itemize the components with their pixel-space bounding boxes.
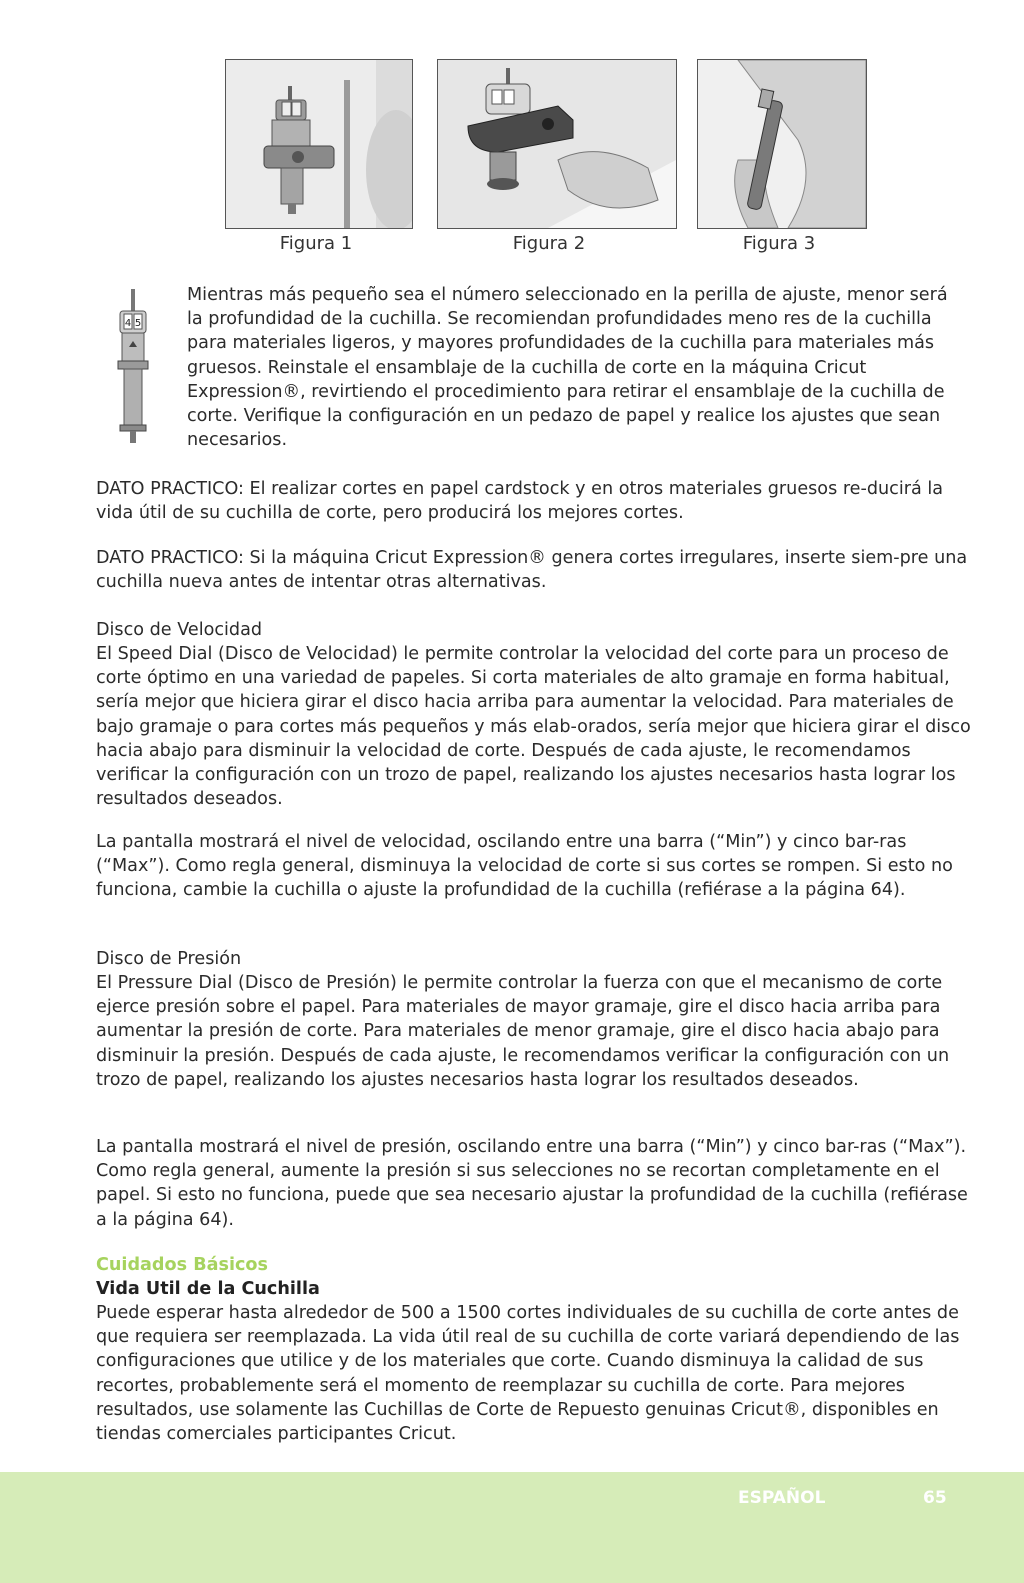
footer-band (0, 1472, 1024, 1583)
blade-life-heading: Vida Util de la Cuchilla (96, 1279, 320, 1299)
speed-dial-paragraph: El Speed Dial (Disco de Velocidad) le permite controlar la velocidad del corte para un proceso de corte óptimo en una variedad de papeles. Si corta materiales de alto gramaje en forma habitual, sería mejor que hiciera girar el disco hacia arriba para aumentar la velocidad. Para materiales de bajo gramaje o para cortes más pequeños y más elab-orados, sería mejor que hiciera girar el disco hacia abajo para disminuir la velocidad de corte. Después de cada ajuste, le recomendamos verificar la configuración con un trozo de papel, realizando los ajustes necesarios hasta lograr los resultados deseados. (96, 644, 971, 810)
speed-display-paragraph: La pantalla mostrará el nivel de velocidad, oscilando entre una barra (“Min”) y cinco bar-ras (“Max”). Como regla general, disminuya la velocidad de corte si sus cortes se rompen. Si esto no funciona, cambie la cuchilla o ajuste la profundidad de la cuchilla (refiérase a la página 64). (96, 832, 953, 901)
figure-1-caption: Figura 1 (279, 233, 353, 254)
basic-care-heading: Cuidados Básicos (96, 1255, 268, 1275)
blade-life-paragraph: Puede esperar hasta alrededor de 500 a 1500 cortes individuales de su cuchilla de corte antes de que requiera ser reemplazada. La vida útil real de su cuchilla de corte variará dependiendo de las configuraciones que utilice y de los materiales que corte. Cuando disminuya la calidad de sus recortes, probablemente será el momento de reemplazar su cuchilla de corte. Para mejores resultados, use solamente las Cuchillas de Corte de Repuesto genuinas Cricut®, disponibles en tiendas comerciales participantes Cricut. (96, 1303, 960, 1445)
figure-2-image (437, 59, 677, 229)
figure-1-image (225, 59, 413, 229)
blade-depth-digit-4: 4 (124, 318, 132, 329)
page-number: 65 (923, 1488, 947, 1508)
blade-depth-digit-5: 5 (134, 318, 142, 329)
hand-holding-blade-image (698, 60, 866, 228)
pressure-dial-heading: Disco de Presión (96, 949, 242, 969)
speed-dial-heading: Disco de Velocidad (96, 620, 263, 640)
figure-2-caption: Figura 2 (512, 233, 586, 254)
footer-language: ESPAÑOL (738, 1488, 826, 1508)
blade-housing-icon (108, 287, 158, 447)
figure-3-image (697, 59, 867, 229)
blade-housing-image (226, 60, 412, 228)
blade-adjustment-image (438, 60, 676, 228)
pressure-dial-paragraph: El Pressure Dial (Disco de Presión) le permite controlar la fuerza con que el mecanismo de corte ejerce presión sobre el papel. Para materiales de mayor gramaje, gire el disco hacia arriba para aumentar la presión de corte. Para materiales de menor gramaje, gire el disco hacia abajo para disminuir la presión. Después de cada ajuste, le recomendamos verificar la configuración con un trozo de papel, realizando los ajustes necesarios hasta lograr los resultados deseados. (96, 973, 950, 1090)
tip-cardstock-paragraph: DATO PRACTICO: El realizar cortes en papel cardstock y en otros materiales gruesos re-ducirá la vida útil de su cuchilla de corte, pero producirá los mejores cortes. (96, 479, 944, 524)
figure-3-caption: Figura 3 (742, 233, 816, 254)
tip-new-blade-paragraph: DATO PRACTICO: Si la máquina Cricut Expression® genera cortes irregulares, inserte siem-pre una cuchilla nueva antes de intentar otras alternativas. (96, 548, 968, 593)
pressure-display-paragraph: La pantalla mostrará el nivel de presión, oscilando entre una barra (“Min”) y cinco bar-ras (“Max”). Como regla general, aumente la presión si sus selecciones no se recortan completamente en el papel. Si esto no funciona, puede que sea necesario ajustar la profundidad de la cuchilla (refiérase a la página 64). (96, 1137, 968, 1230)
blade-depth-paragraph: Mientras más pequeño sea el número seleccionado en la perilla de ajuste, menor será la profundidad de la cuchilla. Se recomiendan profundidades meno res de la cuchilla para materiales ligeros, y mayores profundidades de la cuchilla para materiales más gruesos. Reinstale el ensamblaje de la cuchilla de corte en la máquina Cricut Expression®, revirtiendo el procedimiento para retirar el ensamblaje de la cuchilla de corte. Verifique la configuración en un pedazo de papel y realice los ajustes que sean necesarios. (187, 285, 948, 451)
